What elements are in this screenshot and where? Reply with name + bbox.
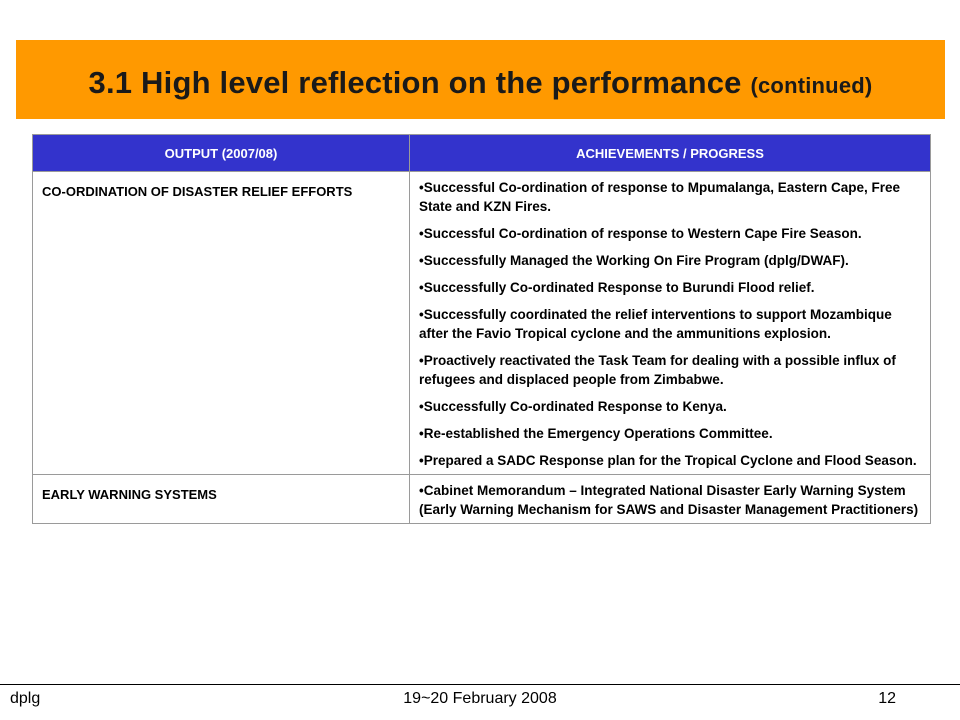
achievement-item: •Successful Co-ordination of response to Mpumalanga, Eastern Cape, Free State and KZN Fires. bbox=[419, 180, 901, 214]
achievement-item: •Re-established the Emergency Operations Committee. bbox=[419, 426, 773, 441]
achievement-item: •Successfully Co-ordinated Response to Burundi Flood relief. bbox=[419, 280, 815, 295]
achievement-item: •Cabinet Memorandum – Integrated National Disaster Early Warning System (Early Warning Mechanism for SAWS and Disaster Management Practitioners) bbox=[419, 483, 919, 517]
footer-divider bbox=[0, 684, 960, 685]
achievement-item: •Proactively reactivated the Task Team for dealing with a possible influx of refugees and displaced people from Zimbabwe. bbox=[419, 353, 896, 387]
slide-title-suffix: (continued) bbox=[750, 72, 873, 98]
table-row bbox=[33, 475, 931, 524]
slide-title bbox=[89, 65, 873, 101]
achievement-item: •Successful Co-ordination of response to Western Cape Fire Season. bbox=[419, 226, 862, 241]
table-row bbox=[33, 172, 931, 475]
slide-title-main: 3.1 High level reflection on the performance bbox=[88, 64, 742, 100]
output-cell: CO-ORDINATION OF DISASTER RELIEF EFFORTS bbox=[33, 172, 410, 475]
achievements-cell bbox=[410, 172, 931, 475]
page-number: 12 bbox=[878, 690, 896, 707]
footer-organisation: dplg bbox=[10, 690, 41, 707]
footer-date: 19~20 February 2008 bbox=[403, 690, 557, 707]
table-header-row bbox=[33, 135, 931, 172]
achievements-cell bbox=[410, 475, 931, 524]
achievements-table bbox=[32, 134, 931, 524]
achievement-item: •Successfully Managed the Working On Fire Program (dplg/DWAF). bbox=[419, 253, 849, 268]
achievement-item: •Successfully Co-ordinated Response to Kenya. bbox=[419, 399, 727, 414]
output-cell: EARLY WARNING SYSTEMS bbox=[33, 475, 410, 524]
achievement-item: •Prepared a SADC Response plan for the Tropical Cyclone and Flood Season. bbox=[419, 453, 917, 468]
achievement-item: •Successfully coordinated the relief interventions to support Mozambique after the Favio Tropical cyclone and the ammunitions explosion. bbox=[419, 307, 892, 341]
header-achievements: ACHIEVEMENTS / PROGRESS bbox=[410, 135, 931, 172]
title-banner bbox=[16, 40, 945, 119]
header-output: OUTPUT (2007/08) bbox=[33, 135, 410, 172]
